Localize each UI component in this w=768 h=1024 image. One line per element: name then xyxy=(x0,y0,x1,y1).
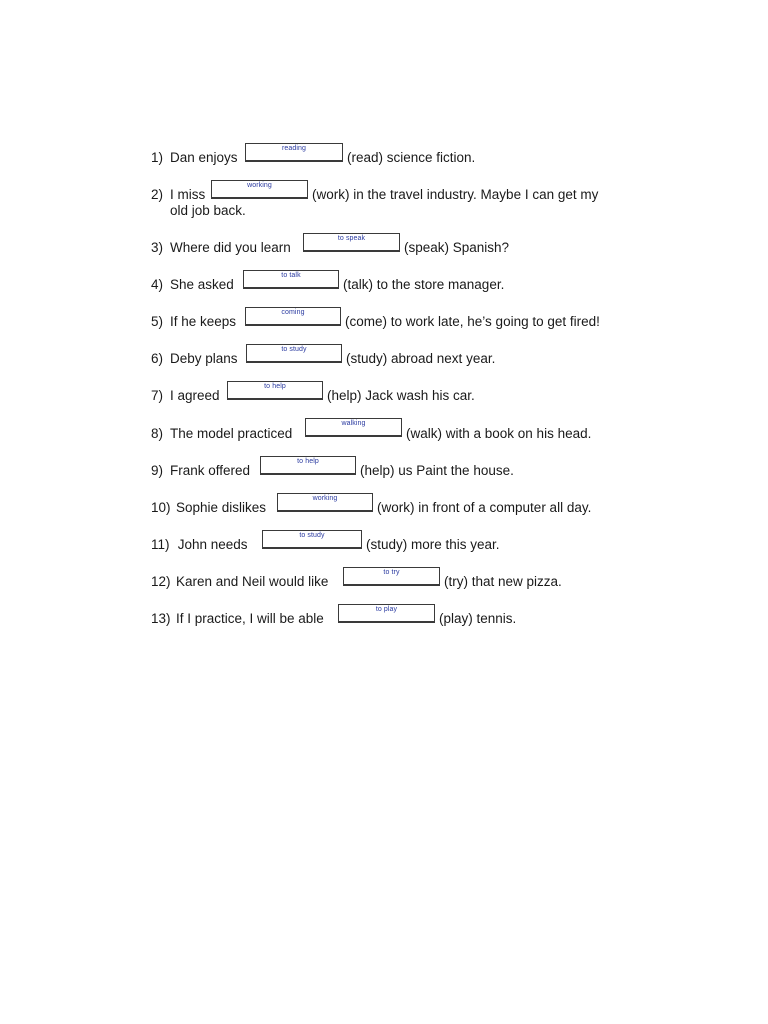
answer-text: to help xyxy=(264,383,286,390)
question-text-after: (study) abroad next year. xyxy=(346,351,496,366)
question-text-before: Deby plans xyxy=(170,351,238,366)
answer-text: reading xyxy=(281,145,307,152)
question-text-continuation: old job back. xyxy=(170,203,246,218)
question-text-after: (walk) with a book on his head. xyxy=(406,426,592,441)
question-text-after: (try) that new pizza. xyxy=(444,574,562,589)
answer-field[interactable] xyxy=(243,270,339,289)
answer-text: working xyxy=(312,495,338,502)
answer-text: walking xyxy=(341,420,366,427)
question-text-after: (work) in front of a computer all day. xyxy=(377,500,592,515)
question-text-before: Dan enjoys xyxy=(170,150,238,165)
answer-text: to study xyxy=(281,346,307,353)
question-text-before: Sophie dislikes xyxy=(176,500,267,515)
question-text-before: I miss xyxy=(170,187,206,202)
question-text-after: (come) to work late, he’s going to get fired! xyxy=(345,314,600,329)
answer-field[interactable] xyxy=(245,143,343,162)
answer-field[interactable] xyxy=(262,530,362,549)
question-number: 5) xyxy=(151,314,164,329)
answer-field[interactable] xyxy=(260,456,356,475)
answer-field[interactable] xyxy=(246,344,342,363)
question-text-before: She asked xyxy=(170,277,234,292)
question-number: 10) xyxy=(151,500,171,515)
answer-text: to play xyxy=(375,606,398,613)
question-number: 7) xyxy=(151,388,164,403)
answer-text: to speak xyxy=(337,235,366,242)
answer-text: to help xyxy=(297,458,319,465)
question-text-before: The model practiced xyxy=(170,426,293,441)
question-number: 11) xyxy=(151,537,170,552)
answer-field[interactable] xyxy=(211,180,308,199)
question-text-after: (read) science fiction. xyxy=(347,150,476,165)
question-text-after: (play) tennis. xyxy=(439,611,517,626)
answer-field[interactable] xyxy=(343,567,440,586)
question-text-before: Frank offered xyxy=(170,463,251,478)
question-text-after: (work) in the travel industry. Maybe I can get my xyxy=(312,187,599,202)
question-text-before: Karen and Neil would like xyxy=(176,574,329,589)
question-number: 1) xyxy=(151,150,164,165)
question-text-after: (help) Jack wash his car. xyxy=(327,388,475,403)
question-number: 6) xyxy=(151,351,164,366)
answer-field[interactable] xyxy=(227,381,323,400)
question-text-after: (speak) Spanish? xyxy=(404,240,510,255)
answer-text: to try xyxy=(383,569,400,576)
answer-text: working xyxy=(247,182,272,189)
question-number: 3) xyxy=(151,240,164,255)
question-number: 2) xyxy=(151,187,164,202)
question-text-before: If he keeps xyxy=(170,314,237,329)
answer-field[interactable] xyxy=(245,307,341,326)
answer-field[interactable] xyxy=(305,418,402,437)
answer-text: to talk xyxy=(281,272,301,279)
answer-field[interactable] xyxy=(338,604,435,623)
question-text-before: If I practice, I will be able xyxy=(176,611,324,626)
question-number: 8) xyxy=(151,426,164,441)
answer-field[interactable] xyxy=(277,493,373,512)
answer-text: coming xyxy=(281,309,305,316)
question-text-after: (help) us Paint the house. xyxy=(360,463,514,478)
answer-text: to study xyxy=(299,532,325,539)
question-text-after: (talk) to the store manager. xyxy=(343,277,505,292)
question-number: 13) xyxy=(151,611,171,626)
answer-field[interactable] xyxy=(303,233,400,252)
question-text-before: I agreed xyxy=(170,388,220,403)
question-number: 12) xyxy=(151,574,171,589)
question-text-before: Where did you learn xyxy=(170,240,291,255)
question-text-before: John needs xyxy=(174,537,248,552)
question-number: 9) xyxy=(151,463,164,478)
question-number: 4) xyxy=(151,277,164,292)
question-text-after: (study) more this year. xyxy=(366,537,500,552)
